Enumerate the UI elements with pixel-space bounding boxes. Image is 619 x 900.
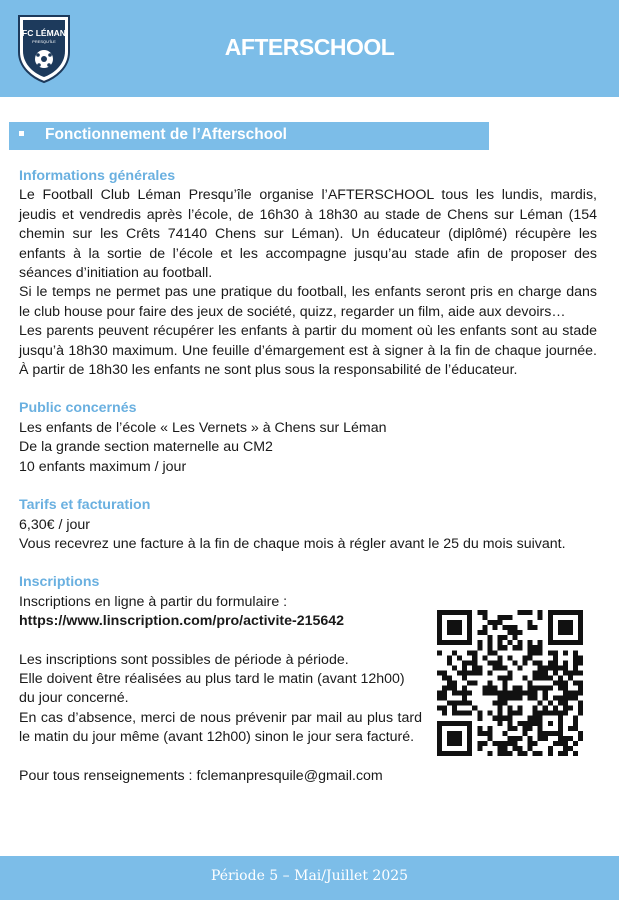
page-title: AFTERSCHOOL xyxy=(224,34,395,60)
public-line-1: Les enfants de l’école « Les Vernets » à Chens sur Léman xyxy=(19,419,387,436)
header-banner xyxy=(0,0,619,97)
section-banner xyxy=(9,122,489,150)
inscriptions-heading: Inscriptions xyxy=(19,574,100,591)
public-line-3: 10 enfants maximum / jour xyxy=(19,458,187,475)
inscriptions-link[interactable]: https://www.linscription.com/pro/activite-215642 xyxy=(19,613,345,630)
info-paragraph-3: Les parents peuvent récupérer les enfants à partir du moment où les enfants sont au stade jusqu’à 18h30 maximum. Une feuille d’émargement est à signer à la fin de chaque journée. À partir de 18h30 les enfants ne sont plus sous la responsabilité de l’éducateur. xyxy=(19,323,597,379)
info-paragraph-1: Le Football Club Léman Presqu’île organise l’AFTERSCHOOL tous les lundis, mardis, jeudis et vendredis après l’école, de 16h30 à 18h30 au stade de Chens sur Léman (154 chemin sur les Crêts 74140 Chens sur Léman). Un éducateur (diplômé) récupère les enfants à la sortie de l’école et les accompagne jusqu’au stade afin de proposer des séances d’initiation au football. xyxy=(19,187,597,282)
bullet-icon xyxy=(19,131,24,136)
info-paragraph-2: Si le temps ne permet pas une pratique du football, les enfants seront pris en charge dans le club house pour faire des jeux de société, quizz, regarder un film, aide aux devoirs… xyxy=(19,284,597,320)
footer-banner xyxy=(0,856,619,900)
tarifs-price: 6,30€ / jour xyxy=(19,516,90,533)
inscriptions-paragraph-1a: Les inscriptions sont possibles de période à période. xyxy=(19,651,349,668)
section-title: Fonctionnement de l’Afterschool xyxy=(45,126,287,143)
inscriptions-paragraph-1b: Elle doivent être réalisées au plus tard le matin (avant 12h00) du jour concerné. xyxy=(19,670,405,707)
public-line-2: De la grande section maternelle au CM2 xyxy=(19,439,273,456)
logo-text-sub: PRESQU'ÎLE xyxy=(32,39,56,44)
tarifs-heading: Tarifs et facturation xyxy=(19,497,151,514)
logo-text-top: FC LÉMAN xyxy=(22,28,66,38)
contact-line[interactable]: Pour tous renseignements : fclemanpresquile@gmail.com xyxy=(19,767,383,784)
inscriptions-paragraph-2: En cas d’absence, merci de nous prévenir par mail au plus tard le matin du jour même (avant 12h00) sinon le jour sera facturé. xyxy=(19,709,422,746)
inscriptions-intro: Inscriptions en ligne à partir du formulaire : xyxy=(19,593,288,610)
info-heading: Informations générales xyxy=(19,168,176,184)
qr-code[interactable] xyxy=(437,610,583,756)
tarifs-billing: Vous recevrez une facture à la fin de chaque mois à régler avant le 25 du mois suivant. xyxy=(19,535,566,552)
public-heading: Public concernés xyxy=(19,400,137,417)
footer-period: Période 5 – Mai/Juillet 2025 xyxy=(210,868,409,884)
